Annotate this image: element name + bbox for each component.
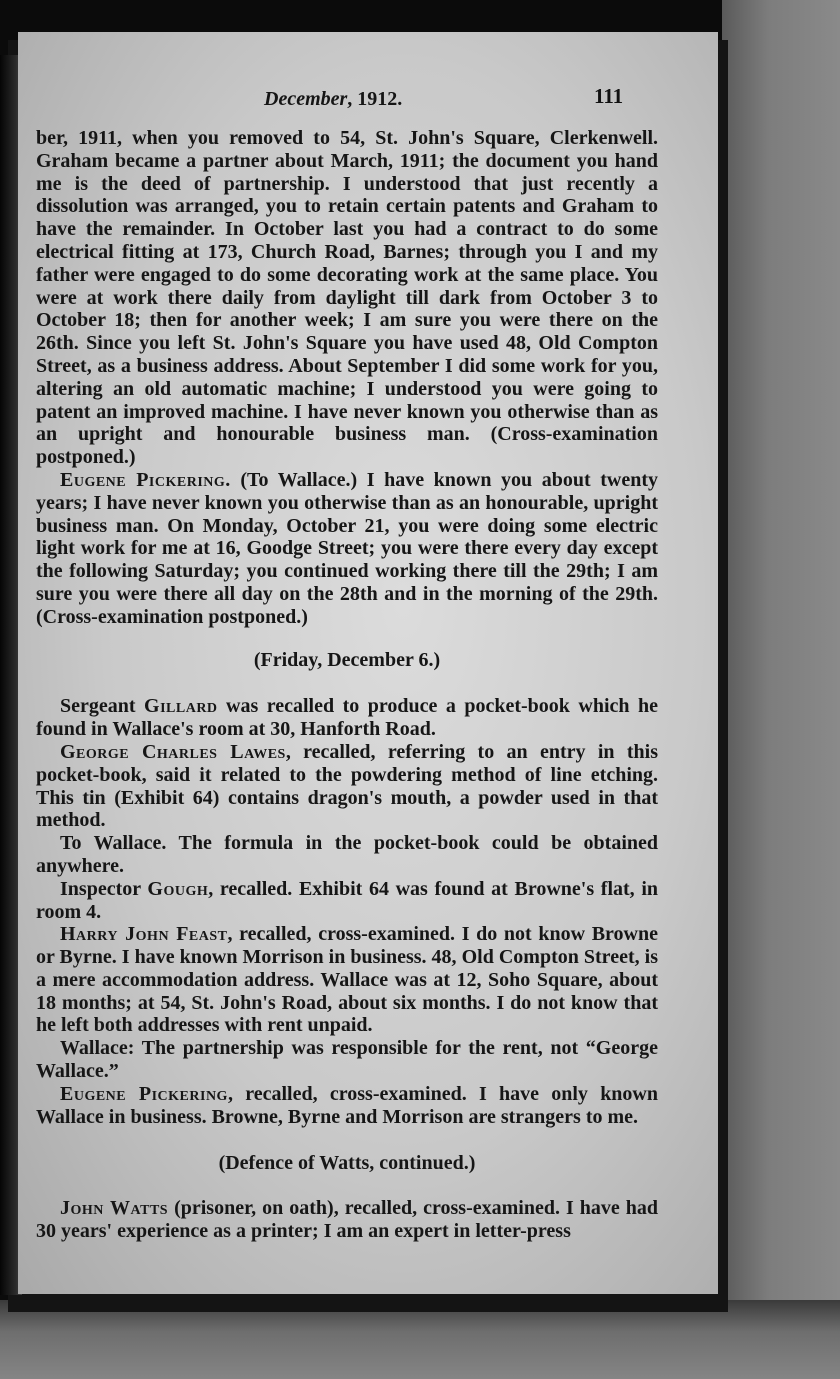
paragraph-6	[36, 878, 658, 924]
speaker-name: Eugene Pickering.	[60, 468, 231, 491]
speaker-name: John Watts	[60, 1197, 169, 1220]
paragraph-text: , recalled, cross-examined. I have only known Wallace in business. Browne, Byrne and Morrison are strangers to me.	[36, 1082, 659, 1128]
speaker-name: Eugene Pickering	[60, 1082, 228, 1105]
header-month: December	[264, 88, 348, 110]
paragraph-5: To Wallace. The formula in the pocket-book could be obtained anywhere.	[36, 832, 658, 877]
speaker-name: Gillard	[144, 695, 218, 718]
paragraph-text: , recalled, cross-examined. I do not know Browne or Byrne. I have known Morrison in business. 48, Old Compton Street, is a mere accommodation address. Wallace was at 12, Soho Square, about 18 months; at 54, St. John's Road, about six months. I do not know that he left both addresses with rent unpaid.	[36, 923, 658, 1037]
speaker-name: George Charles Lawes	[60, 740, 286, 763]
page-number: 111	[594, 84, 624, 108]
paragraph-1: ber, 1911, when you removed to 54, St. John's Square, Clerkenwell. Graham became a partner about March, 1911; the document you hand me is the deed of partnership. I understood that just recently a dissolution was arranged, you to retain certain patents and Graham to have the remainder. In October last you had a contract to do some electrical fitting at 173, Church Road, Barnes; through you I and my father were engaged to do some decorating work at the same place. You were at work there daily from daylight till dark from October 3 to October 18; then for another week; I am sure you were there on the 26th. Since you left St. John's Square you have used 48, Old Compton Street, as a business address. About September I did some work for you, altering an old automatic machine; I understood you were going to patent an improved machine. I have never known you otherwise than as an upright and honourable business man. (Cross-examination postponed.)	[36, 127, 658, 469]
paragraph-text: , recalled. Exhibit 64 was found at Browne's flat, in room 4.	[36, 877, 658, 923]
document-page	[18, 32, 718, 1294]
section-heading-friday: (Friday, December 6.)	[253, 648, 441, 671]
paragraph-4	[36, 741, 658, 832]
paragraph-8: Wallace: The partnership was responsible for the rent, not “George Wallace.”	[36, 1037, 658, 1083]
paragraph-9	[36, 1083, 658, 1129]
speaker-name: Gough	[147, 877, 209, 900]
running-header	[264, 88, 402, 111]
paragraph-prefix: Inspector	[60, 877, 148, 900]
background-right	[722, 0, 840, 1379]
speaker-name: Harry John Feast	[60, 923, 228, 946]
paragraph-text: , recalled, referring to an entry in this pocket-book, said it related to the powdering method of line etching. This tin (Exhibit 64) contains dragon's mouth, a powder used in that method.	[36, 740, 658, 832]
header-year: , 1912.	[347, 88, 403, 110]
paragraph-text: (prisoner, on oath), recalled, cross-examined. I have had 30 years' experience as a printer; I am an expert in letter-press	[36, 1197, 659, 1243]
paragraph-3	[36, 695, 658, 741]
paragraph-7	[36, 923, 658, 1037]
paragraph-text: was recalled to produce a pocket-book which he found in Wallace's room at 30, Hanforth Road.	[36, 695, 658, 741]
paragraph-prefix: Sergeant	[60, 695, 145, 718]
paragraph-2	[36, 469, 658, 629]
paragraph-text: (To Wallace.) I have known you about twenty years; I have never known you otherwise than as an honourable, upright business man. On Monday, October 21, you were doing some electric light work for me at 16, Goodge Street; you were there every day except the following Saturday; you continued working there till the 29th; I am sure you were there all day on the 28th and in the morning of the 29th. (Cross-examination postponed.)	[36, 468, 658, 628]
body-text	[36, 127, 658, 1243]
section-heading-defence: (Defence of Watts, continued.)	[218, 1152, 476, 1175]
paragraph-10	[36, 1197, 658, 1243]
